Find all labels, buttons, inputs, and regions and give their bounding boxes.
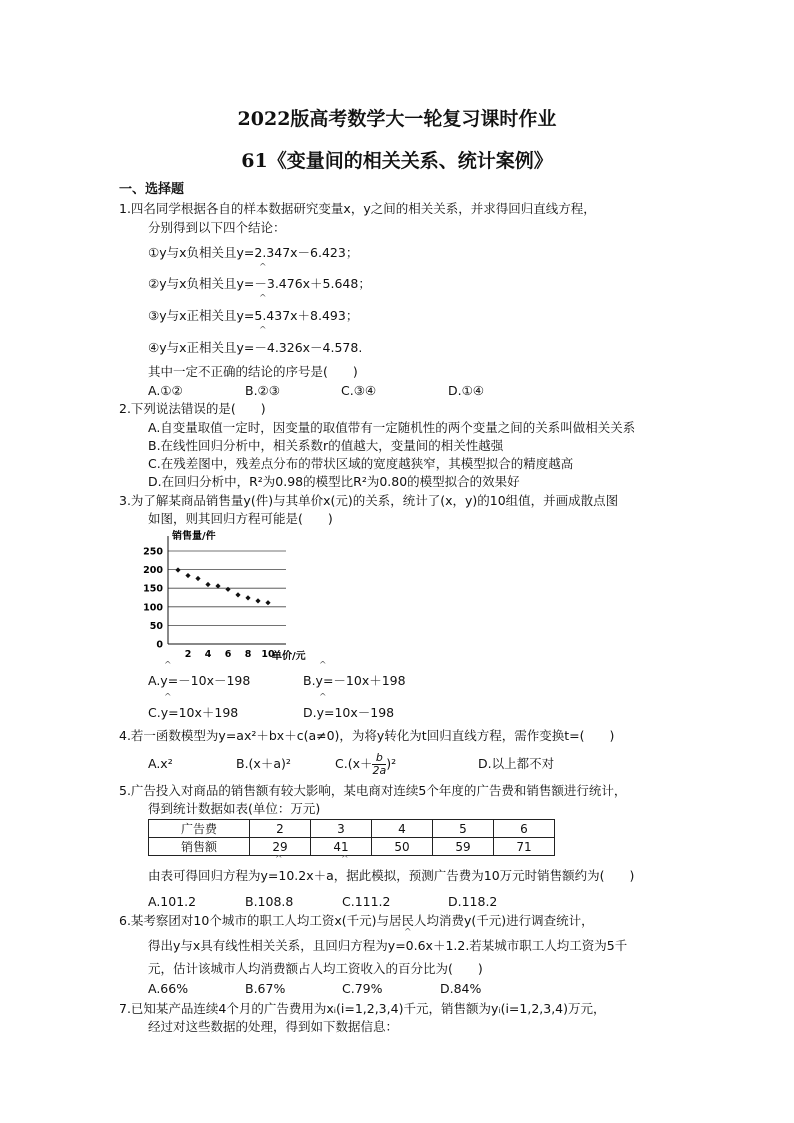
- table-row: [149, 820, 555, 838]
- hat-mark: ^: [319, 661, 327, 671]
- q3-stem-line1: 3.为了解某商品销售量y(件)与其单价x(元)的关系，统计了(x，y)的10组值，并画成散点图: [119, 493, 619, 508]
- y-tick-label: 250: [143, 546, 163, 558]
- y-tick-label: 150: [143, 583, 163, 595]
- table-cell: 2: [250, 820, 311, 838]
- q6-option-b: B.67%: [245, 981, 286, 996]
- hat-mark: ^: [259, 326, 267, 336]
- q4-stem: 4.若一函数模型为y=ax²＋bx＋c(a≠0)，为将y转化为t回归直线方程，需作变换t=( ): [119, 728, 615, 743]
- q1-option-b: B.②③: [245, 383, 280, 398]
- hat-mark: ^: [341, 855, 349, 865]
- x-tick-label: 10: [261, 649, 275, 660]
- data-point: [235, 592, 240, 597]
- q4-option-a: A.x²: [148, 756, 173, 771]
- q2-option-a: A.自变量取值一定时，因变量的取值带有一定随机性的两个变量之间的关系叫做相关关系: [148, 420, 636, 435]
- y-axis-label: 销售量/件: [172, 531, 216, 542]
- data-point: [215, 583, 220, 588]
- q6-option-a: A.66%: [148, 981, 189, 996]
- q1-option-c: C.③④: [341, 383, 377, 398]
- data-point: [225, 587, 230, 592]
- q4-option-c-prefix: C.(x＋: [335, 756, 373, 771]
- x-tick-label: 4: [204, 649, 212, 660]
- q5-option-c: C.111.2: [342, 894, 391, 909]
- q1-conclusion-2: ②y与x负相关且y=－3.476x＋5.648；: [148, 276, 371, 291]
- hat-mark: ^: [259, 294, 267, 304]
- q6-stem-line1: 6.某考察团对10个城市的职工人均工资x(千元)与居民人均消费y(千元)进行调查统计，: [119, 913, 594, 928]
- q5-option-a: A.101.2: [148, 894, 197, 909]
- q5-option-d: D.118.2: [448, 894, 498, 909]
- data-point: [265, 600, 270, 605]
- q1-question: 其中一定不正确的结论的序号是( ): [148, 364, 358, 379]
- table-row: [149, 838, 555, 856]
- table-cell: 3: [311, 820, 372, 838]
- section-heading: 一、选择题: [119, 182, 185, 197]
- fraction-denominator: 2a: [372, 764, 387, 777]
- y-tick-label: 100: [143, 602, 163, 614]
- q2-stem: 2.下列说法错误的是( ): [119, 401, 266, 416]
- q1-stem-line1: 1.四名同学根据各自的样本数据研究变量x，y之间的相关关系，并求得回归直线方程，: [119, 201, 596, 216]
- q6-stem-line3: 元，估计该城市人均消费额占人均工资收入的百分比为( ): [148, 961, 483, 976]
- fraction-numerator: b: [372, 752, 386, 765]
- data-point: [175, 567, 180, 572]
- q4-option-c: [335, 748, 396, 780]
- data-point: [245, 595, 250, 600]
- table-cell: 71: [494, 838, 555, 856]
- x-axis-label: 单价/元: [272, 651, 306, 662]
- y-tick-label: 0: [156, 639, 163, 651]
- q4-option-b: B.(x＋a)²: [236, 756, 291, 771]
- q6-stem-line2: 得出y与x具有线性相关关系，且回归方程为y=0.6x＋1.2.若某城市职工人均工资为5千: [148, 938, 628, 953]
- table-cell: 50: [372, 838, 433, 856]
- data-point: [205, 582, 210, 587]
- x-tick-label: 6: [224, 649, 232, 660]
- q7-stem-line2: 经过对这些数据的处理，得到如下数据信息：: [148, 1019, 399, 1034]
- q4-option-c-suffix: )²: [386, 756, 397, 771]
- q1-conclusion-1: ①y与x负相关且y=2.347x－6.423；: [148, 245, 359, 260]
- q6-option-c: C.79%: [342, 981, 383, 996]
- scatter-chart: [140, 528, 330, 666]
- table-cell: 4: [372, 820, 433, 838]
- table-cell: 6: [494, 820, 555, 838]
- q7-stem-line1: 7.已知某产品连续4个月的广告费用为xᵢ(i=1,2,3,4)千元，销售额为yᵢ(i=1,2,3,4)万元，: [119, 1001, 606, 1016]
- q5-stem-line2: 得到统计数据如表(单位：万元): [148, 801, 321, 816]
- hat-mark: ^: [259, 263, 267, 273]
- q2-option-c: C.在残差图中，残差点分布的带状区域的宽度越狭窄，其模型拟合的精度越高: [148, 456, 574, 471]
- hat-mark: ^: [319, 693, 327, 703]
- hat-mark: ^: [164, 661, 172, 671]
- hat-mark: ^: [404, 928, 412, 938]
- q4-option-d: D.以上都不对: [478, 756, 555, 771]
- q3-stem-line2: 如图，则其回归方程可能是( ): [148, 511, 333, 526]
- table-cell: 59: [433, 838, 494, 856]
- data-point: [185, 573, 190, 578]
- x-tick-label: 2: [184, 649, 192, 660]
- q3-option-c: C.y=10x＋198: [148, 705, 239, 720]
- q3-option-d: D.y=10x－198: [303, 705, 395, 720]
- q1-stem-line2: 分别得到以下四个结论：: [148, 220, 286, 235]
- q6-option-d: D.84%: [440, 981, 482, 996]
- q3-option-a: A.y=－10x－198: [148, 673, 251, 688]
- fraction: [372, 752, 386, 777]
- table-row-label: 广告费: [149, 820, 250, 838]
- q2-option-d: D.在回归分析中，R²为0.98的模型比R²为0.80的模型拟合的效果好: [148, 474, 520, 489]
- q1-option-a: A.①②: [148, 383, 183, 398]
- table-cell: 41: [311, 838, 372, 856]
- q1-conclusion-3: ③y与x正相关且y=5.437x＋8.493；: [148, 308, 359, 323]
- q2-option-b: B.在线性回归分析中，相关系数r的值越大，变量间的相关性越强: [148, 438, 504, 453]
- document-subtitle: 61《变量间的相关关系、统计案例》: [241, 150, 553, 172]
- hat-mark: ^: [164, 693, 172, 703]
- y-tick-label: 50: [149, 620, 163, 632]
- data-point: [195, 576, 200, 581]
- table-row-label: 销售额: [149, 838, 250, 856]
- table-cell: 29: [250, 838, 311, 856]
- table-cell: 5: [433, 820, 494, 838]
- y-tick-label: 200: [143, 565, 163, 577]
- q3-option-b: B.y=－10x＋198: [303, 673, 406, 688]
- data-table: [148, 819, 555, 856]
- hat-mark: ^: [275, 855, 283, 865]
- q5-stem-line1: 5.广告投入对商品的销售额有较大影响，某电商对连续5个年度的广告费和销售额进行统计，: [119, 783, 627, 798]
- q5-question: 由表可得回归方程为y=10.2x＋a，据此模拟，预测广告费为10万元时销售额约为( ): [148, 868, 635, 883]
- q5-option-b: B.108.8: [245, 894, 294, 909]
- q1-conclusion-4: ④y与x正相关且y=－4.326x－4.578.: [148, 340, 363, 355]
- x-tick-label: 8: [244, 649, 252, 660]
- data-point: [255, 598, 260, 603]
- q1-option-d: D.①④: [448, 383, 485, 398]
- document-title: 2022版高考数学大一轮复习课时作业: [237, 108, 557, 130]
